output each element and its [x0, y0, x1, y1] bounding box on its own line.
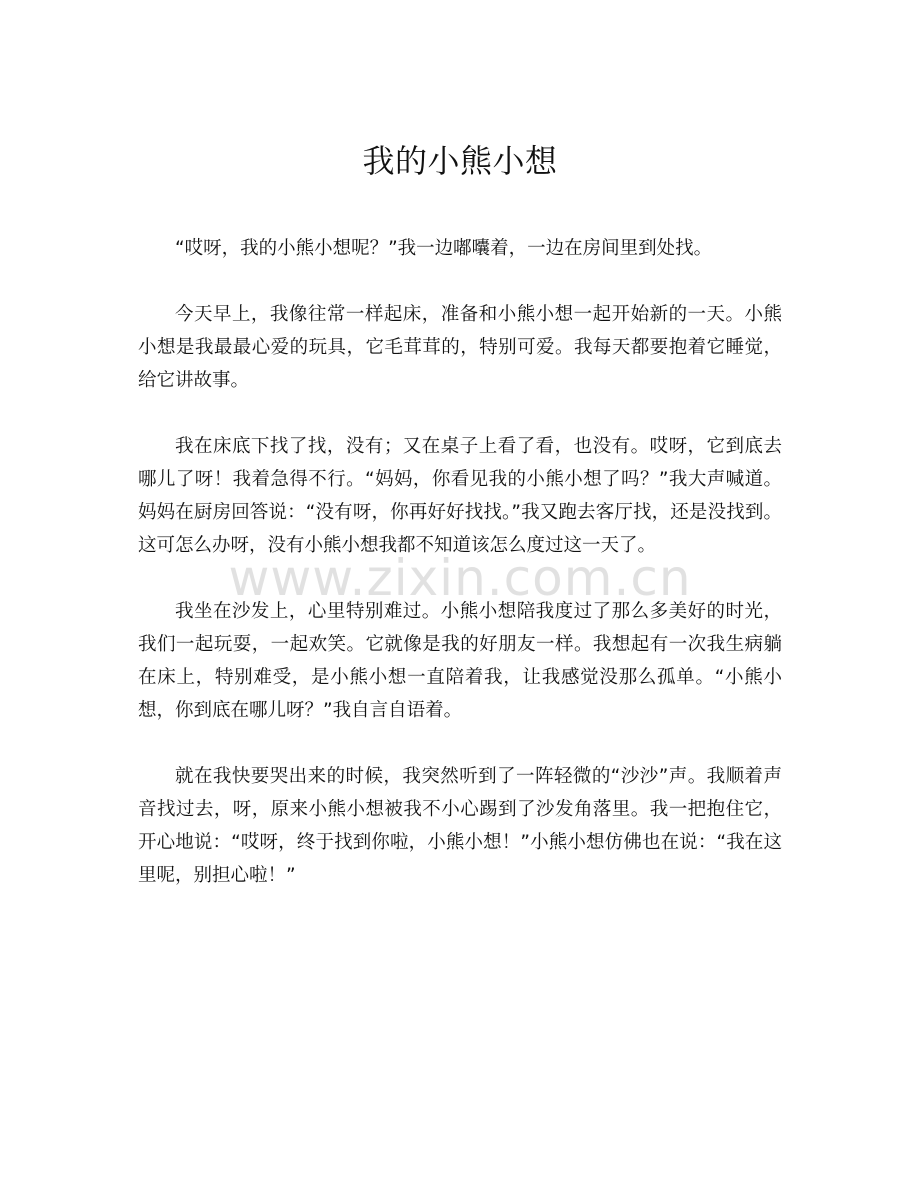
document-body — [138, 232, 782, 925]
document-title: 我的小熊小想 — [362, 142, 558, 181]
paragraph-5: 就在我快要哭出来的时候，我突然听到了一阵轻微的“沙沙”声。我顺着声音找过去，呀，原来小熊小想被我不小心踢到了沙发角落里。我一把抱住它，开心地说：“哎呀，终于找到你啦，小熊小想！”小熊小想仿佛也在说：“我在这里呢，别担心啦！” — [138, 766, 782, 886]
paragraph-2: 今天早上，我像往常一样起床，准备和小熊小想一起开始新的一天。小熊小想是我最最心爱的玩具，它毛茸茸的，特别可爱。我每天都要抱着它睡觉，给它讲故事。 — [138, 304, 782, 391]
watermark-text: www.zixin.com.cn — [228, 549, 692, 607]
paragraph-1: “哎呀，我的小熊小想呢？”我一边嘟囔着，一边在房间里到处找。 — [175, 238, 713, 259]
paragraph-3: 我在床底下找了找，没有；又在桌子上看了看，也没有。哎呀，它到底去哪儿了呀！我着急得不行。“妈妈，你看见我的小熊小想了吗？”我大声喊道。妈妈在厨房回答说：“没有呀，你再好好找找。”我又跑去客厅找，还是没找到。这可怎么办呀，没有小熊小想我都不知道该怎么度过这一天了。 — [138, 436, 782, 556]
paragraph-4: 我坐在沙发上，心里特别难过。小熊小想陪我度过了那么多美好的时光，我们一起玩耍，一起欢笑。它就像是我的好朋友一样。我想起有一次我生病躺在床上，特别难受，是小熊小想一直陪着我，让我感觉没那么孤单。“小熊小想，你到底在哪儿呀？”我自言自语着。 — [138, 601, 782, 721]
